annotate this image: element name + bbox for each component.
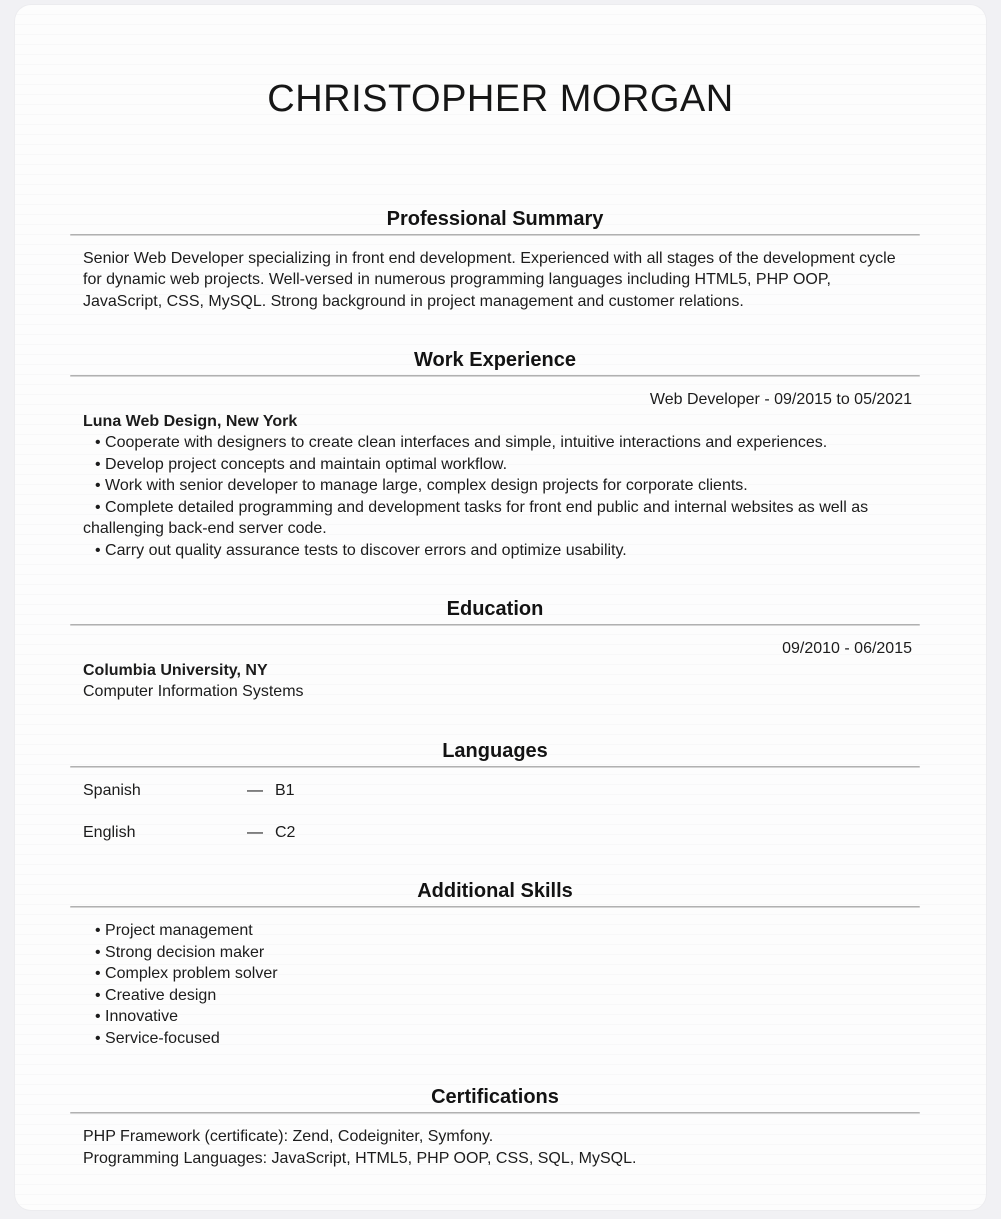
section-education	[70, 597, 920, 703]
candidate-name: CHRISTOPHER MORGAN	[267, 78, 734, 120]
section-title-additional-skills: Additional Skills	[417, 880, 573, 903]
skill-item: • Innovative	[83, 1006, 912, 1028]
language-row	[83, 780, 912, 802]
work-position-dates: Web Developer - 09/2015 to 05/2021	[649, 391, 912, 409]
language-name: Spanish	[83, 781, 141, 799]
language-separator: —	[247, 823, 263, 841]
section-title-certifications: Certifications	[431, 1086, 559, 1109]
skill-item: • Complex problem solver	[83, 963, 912, 985]
section-title-professional-summary: Professional Summary	[386, 207, 604, 230]
language-level: B1	[275, 781, 295, 799]
section-divider	[70, 766, 920, 768]
work-bullet: • Complete detailed programming and development tasks for front end public and internal websites as well as challenging back-end server code.	[83, 497, 912, 540]
section-title-work-experience: Work Experience	[414, 349, 576, 372]
education-program: Computer Information Systems	[83, 683, 304, 701]
skill-item: • Project management	[83, 920, 912, 942]
work-bullet: • Develop project concepts and maintain optimal workflow.	[83, 454, 912, 476]
section-work-experience	[70, 348, 920, 561]
skill-item: • Strong decision maker	[83, 942, 912, 964]
section-professional-summary	[70, 207, 920, 313]
resume-page	[15, 5, 986, 1210]
certification-line: Programming Languages: JavaScript, HTML5, PHP OOP, CSS, SQL, MySQL.	[83, 1149, 637, 1167]
language-separator: —	[247, 781, 263, 799]
section-divider	[70, 234, 920, 236]
section-divider	[70, 906, 920, 908]
work-bullet: • Carry out quality assurance tests to discover errors and optimize usability.	[83, 540, 912, 562]
work-employer: Luna Web Design, New York	[83, 412, 298, 430]
section-divider	[70, 624, 920, 626]
education-dates: 09/2010 - 06/2015	[782, 640, 912, 658]
section-languages	[70, 739, 920, 844]
skill-item: • Creative design	[83, 985, 912, 1007]
summary-text: Senior Web Developer specializing in front end development. Experienced with all stages of the development cycle for dynamic web projects. Well-versed in numerous programming languages including HTML5, PHP OOP, JavaScript, CSS, MySQL. Strong background in project management and customer relations.	[83, 249, 896, 310]
certification-line: PHP Framework (certificate): Zend, Codeigniter, Symfony.	[83, 1128, 494, 1146]
language-level: C2	[275, 823, 296, 841]
section-title-languages: Languages	[442, 739, 548, 762]
skill-item: • Service-focused	[83, 1028, 912, 1050]
work-bullet: • Cooperate with designers to create clean interfaces and simple, intuitive interactions and experiences.	[83, 432, 912, 454]
work-bullet: • Work with senior developer to manage large, complex design projects for corporate clients.	[83, 475, 912, 497]
section-divider	[70, 375, 920, 377]
section-divider	[70, 1112, 920, 1114]
language-row	[83, 822, 912, 844]
section-additional-skills	[70, 879, 920, 1049]
education-school: Columbia University, NY	[83, 661, 268, 679]
section-title-education: Education	[446, 598, 544, 621]
section-certifications	[70, 1085, 920, 1169]
language-name: English	[83, 823, 136, 841]
